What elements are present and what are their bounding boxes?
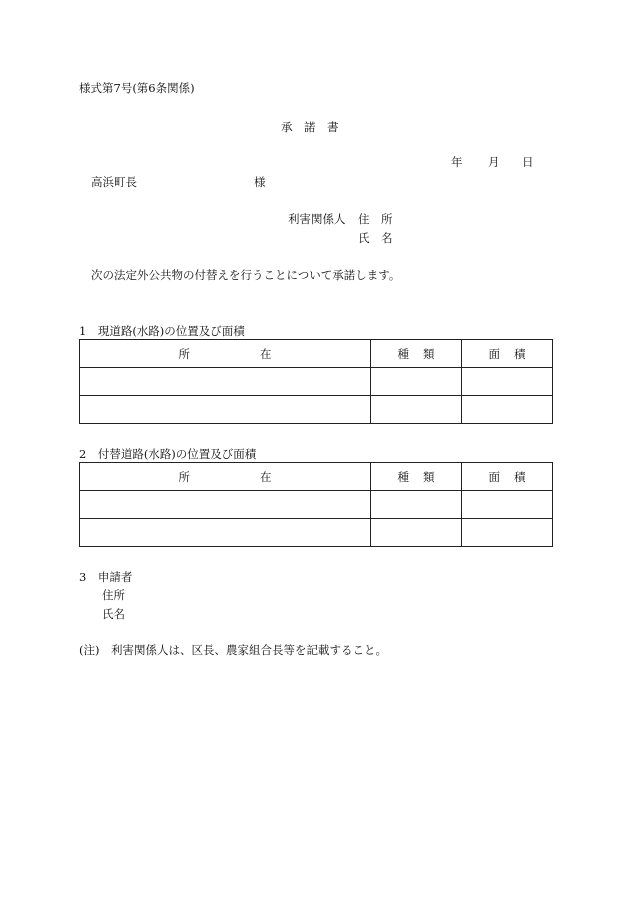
cell-kind[interactable] xyxy=(371,491,462,519)
interested-party-name-label: 氏 名 xyxy=(358,231,393,245)
date-month: 月 xyxy=(488,155,500,169)
cell-location[interactable] xyxy=(80,491,371,519)
header-area: 面 積 xyxy=(462,463,553,491)
cell-location[interactable] xyxy=(80,368,371,396)
table-row xyxy=(80,396,553,424)
table-header-row xyxy=(80,340,553,368)
applicant-name-label: 氏名 xyxy=(102,607,125,621)
section1-heading: 1 現道路(水路)の位置及び面積 xyxy=(79,324,245,338)
section2-heading: 2 付替道路(水路)の位置及び面積 xyxy=(79,447,257,461)
cell-location[interactable] xyxy=(80,396,371,424)
cell-area[interactable] xyxy=(462,519,553,547)
section1-table xyxy=(79,339,553,424)
cell-location[interactable] xyxy=(80,519,371,547)
cell-area[interactable] xyxy=(462,491,553,519)
date-day: 日 xyxy=(522,155,534,169)
addressee-suffix: 様 xyxy=(254,175,266,189)
interested-party-label: 利害関係人 xyxy=(288,212,346,226)
header-location: 所 在 xyxy=(80,463,371,491)
table-row xyxy=(80,491,553,519)
form-number: 様式第7号(第6条関係) xyxy=(79,81,195,95)
header-kind: 種 類 xyxy=(371,340,462,368)
table-row xyxy=(80,519,553,547)
table-row xyxy=(80,368,553,396)
header-kind: 種 類 xyxy=(371,463,462,491)
interested-party-address-label: 住 所 xyxy=(358,212,393,226)
cell-kind[interactable] xyxy=(371,368,462,396)
cell-kind[interactable] xyxy=(371,519,462,547)
cell-area[interactable] xyxy=(462,396,553,424)
body-text: 次の法定外公共物の付替えを行うことについて承諾します。 xyxy=(91,268,401,282)
addressee-name: 高浜町長 xyxy=(91,175,137,189)
date-year: 年 xyxy=(451,155,463,169)
note: (注) 利害関係人は、区長、農家組合長等を記載すること。 xyxy=(79,643,387,657)
section3-heading: 3 申請者 xyxy=(79,570,133,584)
cell-kind[interactable] xyxy=(371,396,462,424)
section2-table xyxy=(79,462,553,547)
applicant-address-label: 住所 xyxy=(102,588,125,602)
header-location: 所 在 xyxy=(80,340,371,368)
header-area: 面 積 xyxy=(462,340,553,368)
table-header-row xyxy=(80,463,553,491)
document-title: 承 諾 書 xyxy=(281,120,339,134)
cell-area[interactable] xyxy=(462,368,553,396)
